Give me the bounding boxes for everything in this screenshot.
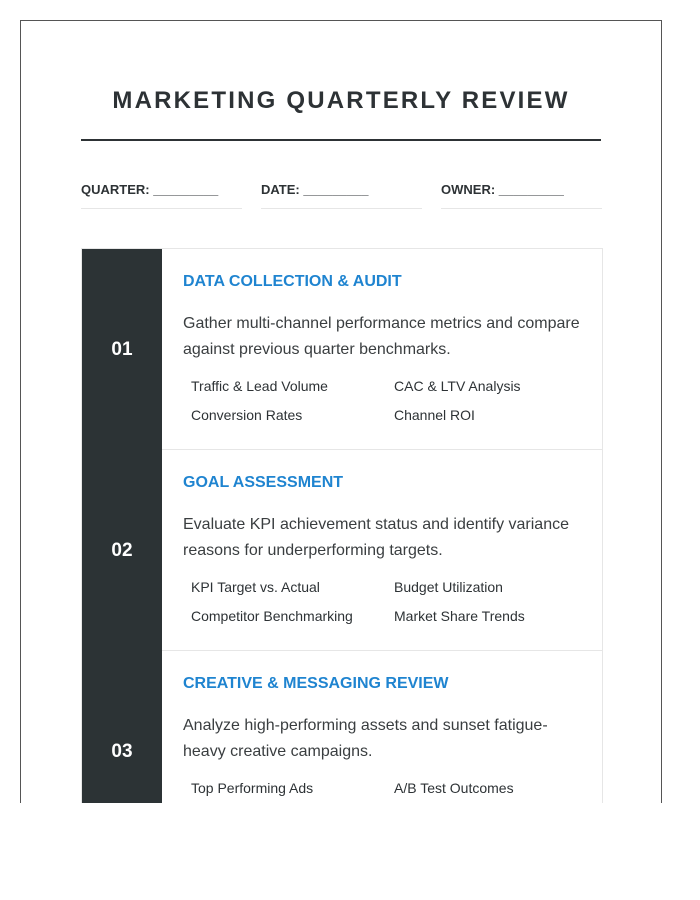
step-title: CREATIVE & MESSAGING REVIEW <box>183 675 449 692</box>
step-description: Evaluate KPI achievement status and identify variance reasons for underperforming targets. <box>183 516 569 559</box>
review-sheet <box>20 20 662 803</box>
checklist-item: Market Share Trends <box>394 608 525 624</box>
checklist-item: Conversion Rates <box>191 407 303 423</box>
date-field: DATE: _________ <box>261 182 422 209</box>
checklist-item: CAC & LTV Analysis <box>394 378 521 394</box>
step-checklist <box>191 579 591 625</box>
checklist-item: Channel ROI <box>394 407 475 423</box>
step-checklist <box>191 780 591 797</box>
step-description: Gather multi-channel performance metrics and compare against previous quarter benchmarks. <box>183 315 580 358</box>
checklist-item: A/B Test Outcomes <box>394 780 514 796</box>
step-checklist <box>191 378 591 424</box>
step-title: DATA COLLECTION & AUDIT <box>183 273 402 290</box>
owner-field: OWNER: _________ <box>441 182 602 209</box>
checklist-item: Budget Utilization <box>394 579 503 595</box>
step-number: 01 <box>82 249 162 450</box>
step-number: 02 <box>82 450 162 651</box>
step-number: 03 <box>82 651 162 803</box>
checklist-item: Competitor Benchmarking <box>191 608 353 624</box>
quarter-field: QUARTER: _________ <box>81 182 242 209</box>
step-description: Analyze high-performing assets and sunset fatigue-heavy creative campaigns. <box>183 717 548 760</box>
checklist-item: KPI Target vs. Actual <box>191 579 320 595</box>
step-section <box>82 249 602 450</box>
checklist-item: Traffic & Lead Volume <box>191 378 328 394</box>
step-section <box>82 651 602 803</box>
step-section <box>82 450 602 651</box>
document-title: MARKETING QUARTERLY REVIEW <box>112 87 570 114</box>
review-steps <box>81 248 603 803</box>
title-divider <box>81 139 601 141</box>
step-title: GOAL ASSESSMENT <box>183 474 344 491</box>
checklist-item: Top Performing Ads <box>191 780 314 796</box>
